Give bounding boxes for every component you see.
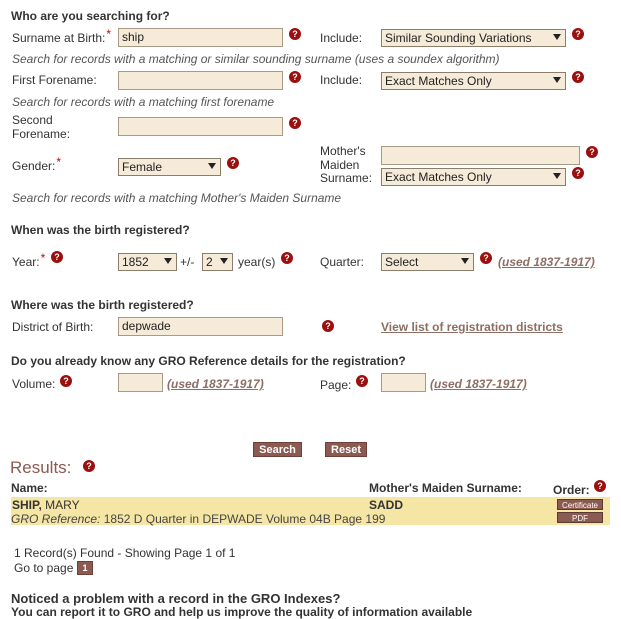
chevron-down-icon — [553, 77, 561, 83]
order-help-icon[interactable]: ? — [594, 480, 606, 492]
surname-label: Surname at Birth:* — [12, 27, 112, 45]
forename-include-help-icon[interactable]: ? — [572, 71, 584, 83]
gender-value: Female — [122, 160, 163, 174]
chevron-down-icon — [164, 258, 172, 264]
chevron-down-icon — [553, 173, 561, 179]
quarter-value: Select — [385, 255, 419, 269]
second-forename-input[interactable] — [118, 117, 283, 136]
year-select[interactable] — [118, 253, 177, 271]
quarter-select[interactable] — [381, 253, 474, 271]
year-label: Year:* — [12, 251, 46, 269]
chevron-down-icon — [220, 258, 228, 264]
chevron-down-icon — [208, 163, 216, 169]
range-select[interactable] — [202, 253, 233, 271]
who-heading: Who are you searching for? — [11, 9, 170, 23]
volume-input[interactable] — [118, 373, 163, 392]
range-help-icon[interactable]: ? — [281, 252, 293, 264]
chevron-down-icon — [553, 34, 561, 40]
records-found-text: 1 Record(s) Found - Showing Page 1 of 1 — [14, 546, 236, 560]
result-name — [12, 498, 80, 512]
volume-help-icon[interactable]: ? — [60, 375, 72, 387]
mmn-include-select[interactable] — [381, 168, 566, 186]
results-help-icon[interactable]: ? — [83, 460, 95, 472]
certificate-button[interactable]: Certificate — [557, 499, 603, 510]
result-surname: SHIP, — [12, 498, 42, 512]
forename-hint: Search for records with a matching first forename — [12, 95, 275, 109]
chevron-down-icon — [461, 258, 469, 264]
reset-button[interactable]: Reset — [325, 442, 367, 457]
volume-note-link[interactable]: (used 1837-1917) — [167, 377, 264, 391]
volume-label: Volume: — [12, 377, 56, 391]
search-button[interactable]: Search — [253, 442, 302, 457]
where-heading: Where was the birth registered? — [11, 298, 194, 312]
col-name-header: Name: — [11, 481, 48, 495]
year-value: 1852 — [122, 255, 149, 269]
surname-include-label: Include: — [320, 31, 363, 45]
second-forename-help-icon[interactable]: ? — [289, 117, 301, 129]
surname-hint: Search for records with a matching or similar sounding surname (uses a soundex algorithm) — [12, 52, 500, 66]
col-mmn-header: Mother's Maiden Surname: — [369, 481, 522, 495]
range-suffix: year(s) — [238, 255, 276, 269]
page-note-link[interactable]: (used 1837-1917) — [430, 377, 527, 391]
quarter-note-link[interactable]: (used 1837-1917) — [498, 255, 595, 269]
table-row — [11, 497, 610, 525]
plusminus-label: +/- — [180, 255, 195, 269]
result-ref-label: GRO Reference: — [11, 512, 101, 526]
mmn-label: Mother's Maiden Surname: — [320, 144, 373, 185]
when-heading: When was the birth registered? — [11, 223, 190, 237]
problem-heading: Noticed a problem with a record in the GRO Indexes? — [11, 591, 341, 606]
mmn-include-help-icon[interactable]: ? — [572, 167, 584, 179]
district-input[interactable]: depwade — [118, 317, 283, 336]
mmn-input[interactable] — [381, 146, 580, 165]
result-reference — [11, 512, 385, 526]
forename-include-value: Exact Matches Only — [385, 74, 492, 88]
problem-text: You can report it to GRO and help us improve the quality of information available — [11, 605, 473, 619]
forename-input[interactable] — [118, 71, 283, 90]
surname-include-help-icon[interactable]: ? — [572, 28, 584, 40]
quarter-help-icon[interactable]: ? — [480, 252, 492, 264]
page-help-icon[interactable]: ? — [356, 375, 368, 387]
surname-include-value: Similar Sounding Variations — [385, 31, 532, 45]
page-1-button[interactable]: 1 — [77, 561, 93, 575]
pdf-button[interactable]: PDF — [557, 512, 603, 523]
district-help-icon[interactable]: ? — [322, 320, 334, 332]
result-ref-value: 1852 D Quarter in DEPWADE Volume 04B Page 199 — [103, 512, 386, 526]
result-mmn: SADD — [369, 498, 404, 512]
page-input[interactable] — [381, 373, 426, 392]
mmn-hint: Search for records with a matching Mother's Maiden Surname — [12, 191, 342, 205]
forename-help-icon[interactable]: ? — [289, 71, 301, 83]
surname-input[interactable]: ship — [118, 28, 283, 47]
gender-label: Gender:* — [12, 155, 62, 173]
result-forename: MARY — [45, 498, 80, 512]
gender-select[interactable] — [118, 158, 221, 176]
mmn-help-icon[interactable]: ? — [586, 146, 598, 158]
gender-help-icon[interactable]: ? — [227, 157, 239, 169]
surname-include-select[interactable] — [381, 29, 566, 47]
view-districts-link[interactable]: View list of registration districts — [381, 320, 563, 334]
year-help-icon[interactable]: ? — [51, 251, 63, 263]
range-value: 2 — [206, 255, 213, 269]
results-title: Results: — [10, 458, 72, 477]
second-forename-label: Second Forename: — [12, 113, 71, 141]
district-label: District of Birth: — [12, 320, 94, 334]
surname-help-icon[interactable]: ? — [289, 28, 301, 40]
forename-include-label: Include: — [320, 73, 363, 87]
mmn-include-value: Exact Matches Only — [385, 170, 492, 184]
gro-heading: Do you already know any GRO Reference details for the registration? — [11, 354, 406, 368]
page-label: Page: — [320, 378, 352, 392]
forename-include-select[interactable] — [381, 72, 566, 90]
quarter-label: Quarter: — [320, 255, 365, 269]
forename-label: First Forename: — [12, 73, 97, 87]
goto-page-label: Go to page — [14, 561, 74, 575]
col-order-header: Order: — [553, 483, 590, 497]
